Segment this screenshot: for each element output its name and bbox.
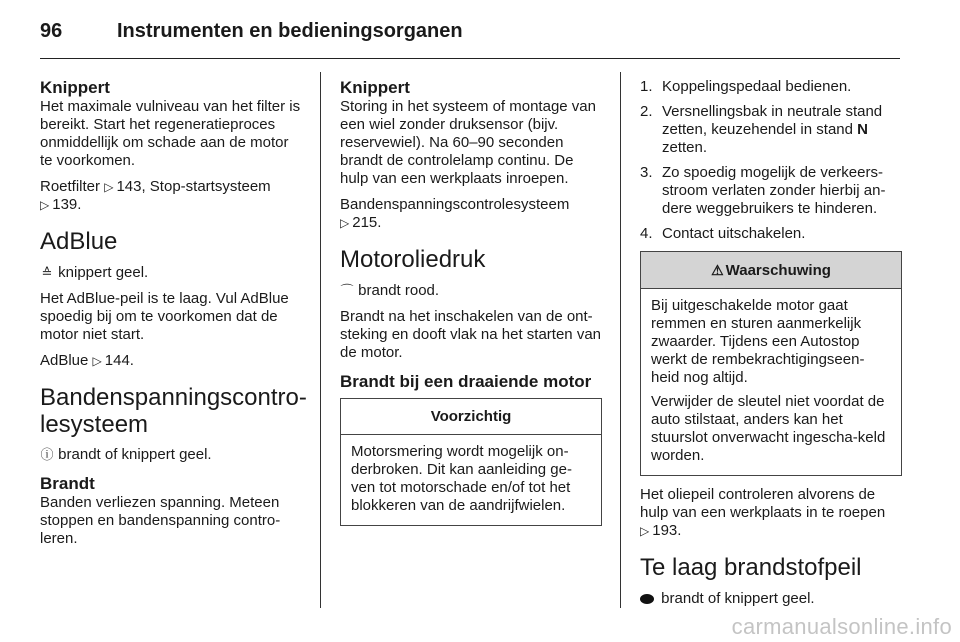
- section-heading: Brandt: [40, 474, 95, 493]
- oil-can-icon: ⌒: [340, 283, 354, 298]
- section-heading: Brandt bij een draaiende motor: [340, 372, 592, 391]
- list-item: 2. Versnellingsbak in neutrale stand zetten, keuzehendel in stand N zetten.: [640, 103, 883, 156]
- status-line: ⓘ brandt of knippert geel.: [40, 446, 212, 463]
- page-title: Instrumenten en bedieningsorganen: [117, 20, 463, 42]
- section-heading: Knippert: [340, 78, 410, 97]
- warning-box: [640, 251, 902, 476]
- reference-arrow-icon: ▷: [340, 216, 350, 230]
- paragraph: Het AdBlue-peil is te laag. Vul AdBlue spoedig bij om te voorkomen dat de motor niet start.: [40, 290, 289, 343]
- status-line: ≙ knippert geel.: [41, 264, 149, 281]
- column-2: [340, 78, 602, 536]
- list-item: 4. Contact uitschakelen.: [640, 225, 806, 242]
- page-number: 96: [40, 20, 63, 42]
- warning-triangle-icon: ⚠: [711, 262, 724, 278]
- section-title: Te laag brandstofpeil: [640, 554, 862, 581]
- header-rule: [40, 58, 900, 59]
- paragraph: Banden verliezen spanning. Meteen stoppen en bandenspanning contro-leren.: [40, 494, 281, 547]
- column-1: [40, 78, 307, 556]
- paragraph: Het maximale vulniveau van het filter is bereikt. Start het regeneratieproces onmiddellijk om schade aan de motor te voorkomen.: [40, 98, 301, 169]
- cross-reference: Roetfilter ▷ 143, Stop-startsysteem ▷ 139.: [40, 178, 271, 213]
- warning-title: ⚠ Waarschuwing: [641, 252, 901, 289]
- section-title: Bandenspanningscontro- lesysteem: [40, 384, 307, 438]
- list-item: 3. Zo spoedig mogelijk de verkeers-stroom verlaten zonder hierbij an-dere weggebruikers te hinderen.: [640, 164, 886, 217]
- column-divider: [620, 72, 621, 608]
- cross-reference: AdBlue ▷ 144.: [40, 352, 134, 369]
- reference-arrow-icon: ▷: [640, 524, 650, 538]
- paragraph: Het oliepeil controleren alvorens de hulp van een werkplaats in te roepen ▷ 193.: [640, 486, 886, 539]
- tire-pressure-icon: ⓘ: [40, 447, 54, 462]
- status-line: ⌒ brandt rood.: [340, 282, 440, 299]
- list-item: 1. Koppelingspedaal bedienen.: [640, 78, 852, 95]
- section-title: AdBlue: [40, 228, 118, 255]
- cross-reference: Bandenspanningscontrolesysteem ▷ 215.: [340, 196, 570, 231]
- caution-title: Voorzichtig: [341, 399, 601, 435]
- warning-body: Bij uitgeschakelde motor gaat remmen en sturen aanmerkelijk zwaarder. Tijdens een Autostop werkt de rembekrachtigingseen-heid nog altijd. Verwijder de sleutel niet voordat de auto stilstaat, anders kan het stuurslot onverwacht ingescha-keld worden.: [651, 297, 886, 464]
- column-divider: [320, 72, 321, 608]
- paragraph: Brandt na het inschakelen van de ont-steking en dooft vlak na het starten van de motor.: [340, 308, 601, 361]
- caution-box: [340, 398, 602, 526]
- fuel-level-icon: [640, 594, 654, 604]
- status-line: brandt of knippert geel.: [640, 590, 902, 608]
- adblue-icon: ≙: [41, 265, 53, 280]
- reference-arrow-icon: ▷: [104, 180, 114, 194]
- watermark: carmanualsonline.info: [731, 614, 952, 639]
- section-heading: Knippert: [40, 78, 110, 97]
- reference-arrow-icon: ▷: [92, 354, 102, 368]
- section-title: Motoroliedruk: [340, 246, 486, 273]
- reference-arrow-icon: ▷: [40, 198, 50, 212]
- steps-list: [640, 78, 902, 243]
- paragraph: Storing in het systeem of montage van een wiel zonder druksensor (bijv. reservewiel). Na 60–90 seconden brandt de controlelamp continu. De hulp van een werkplaats inroepen.: [340, 98, 596, 187]
- caution-body: Motorsmering wordt mogelijk on-derbroken. Dit kan aanleiding ge-ven tot motorschade en/of tot het blokkeren van de aandrijfwielen.: [351, 443, 572, 514]
- column-3: [640, 78, 902, 616]
